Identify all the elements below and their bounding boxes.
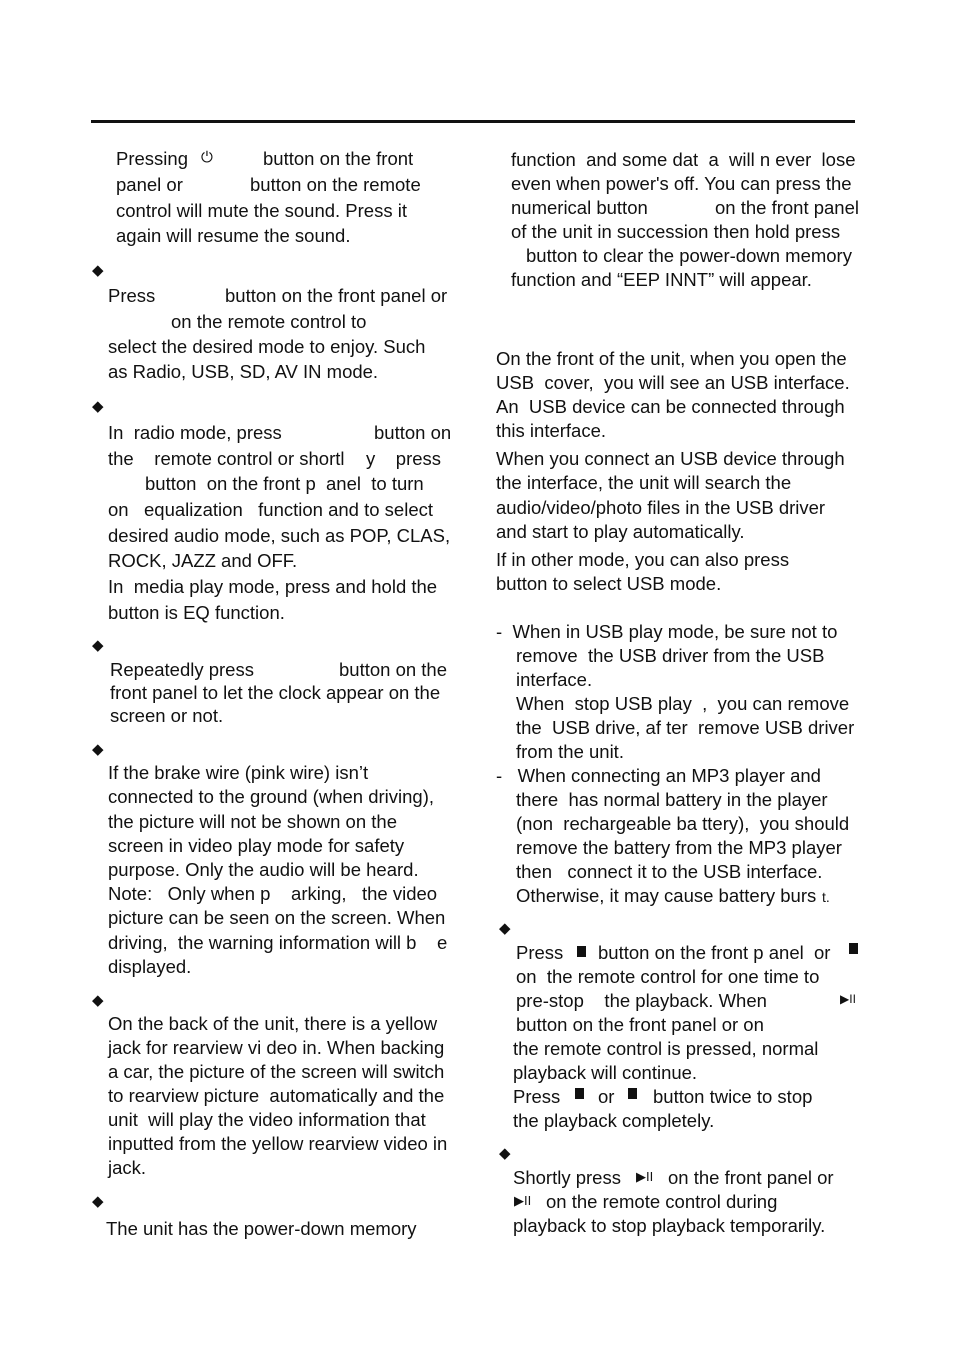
memory-cont-text-3a: numerical button [511, 197, 648, 218]
play-pause-icon: ▶II [840, 992, 856, 1006]
clock-text-2: front panel to let the clock appear on the [110, 682, 441, 703]
brake-text-3: the picture will not be shown on the [108, 811, 397, 832]
memory-text-1: The unit has the power-down memory [106, 1218, 417, 1239]
pause-text-2: on the remote control during [546, 1191, 778, 1212]
mute-text-1a: Pressing [116, 148, 188, 169]
usb-text-10: button to select USB mode. [496, 573, 722, 594]
bullet-diamond-icon: ◆ [499, 1145, 511, 1162]
memory-cont-text-6: function and “EEP INNT” will appear. [511, 269, 812, 290]
memory-cont-text-3b: on the front panel [715, 197, 859, 218]
play-pause-icon: ▶II [636, 1169, 654, 1184]
usb-text-8: and start to play automatically. [496, 521, 745, 542]
note-text-10: remove the battery from the MP3 player [516, 837, 842, 858]
eq-text-3: button on the front p anel to turn [145, 473, 424, 494]
eq-text-4: on equalization function and to select [108, 499, 433, 520]
rearview-text-1: On the back of the unit, there is a yellow [108, 1013, 438, 1034]
brake-text-2: connected to the ground (when driving), [108, 786, 435, 807]
note-text-7: - When connecting an MP3 player and [496, 765, 821, 786]
brake-text-5: purpose. Only the audio will be heard. [108, 859, 419, 880]
note-text-11: then connect it to the USB interface. [516, 861, 823, 882]
power-icon: ⏻ [201, 149, 213, 166]
stop-text-8: the playback completely. [513, 1110, 715, 1131]
stop-text-7b: or [598, 1086, 615, 1107]
usb-text-3: An USB device can be connected through [496, 396, 845, 417]
mute-text-2b: button on the remote [250, 174, 421, 195]
rearview-text-4: to rearview picture automatically and the [108, 1085, 445, 1106]
usb-text-6: the interface, the unit will search the [496, 472, 792, 493]
pause-text-3: playback to stop playback temporarily. [513, 1215, 826, 1236]
memory-cont-text-5: button to clear the power-down memory [526, 245, 852, 266]
stop-icon [577, 946, 586, 957]
stop-text-2: on the remote control for one time to [516, 966, 820, 987]
eq-text-7: In media play mode, press and hold the [108, 576, 438, 597]
mute-text-3: control will mute the sound. Press it [116, 200, 407, 221]
usb-text-2: USB cover, you will see an USB interface. [496, 372, 850, 393]
usb-text-9: If in other mode, you can also press [496, 549, 790, 570]
bullet-diamond-icon: ◆ [499, 920, 511, 937]
stop-icon [628, 1088, 637, 1099]
rearview-text-5: unit will play the video information that [108, 1109, 426, 1130]
mute-text-1b: button on the front [263, 148, 414, 169]
mode-text-2: on the remote control to [171, 311, 367, 332]
clock-text-3: screen or not. [110, 705, 224, 726]
stop-text-6: playback will continue. [513, 1062, 698, 1083]
bullet-diamond-icon: ◆ [92, 398, 104, 415]
note-text-2: remove the USB driver from the USB [516, 645, 825, 666]
rearview-text-3: a car, the picture of the screen will switch [108, 1061, 445, 1082]
stop-text-7a: Press [513, 1086, 561, 1107]
brake-text-4: screen in video play mode for safety [108, 835, 405, 856]
brake-text-6: Note: Only when p arking, the video [108, 883, 438, 904]
memory-cont-text-2: even when power's off. You can press the [511, 173, 852, 194]
eq-text-1b: button on [374, 422, 452, 443]
note-text-5: the USB drive, af ter remove USB driver [516, 717, 855, 738]
memory-cont-text-1: function and some dat a will n ever lose [511, 149, 856, 170]
bullet-diamond-icon: ◆ [92, 741, 104, 758]
note-text-4: When stop USB play , you can remove [516, 693, 850, 714]
bullet-diamond-icon: ◆ [92, 1193, 104, 1210]
note-text-1: - When in USB play mode, be sure not to [496, 621, 838, 642]
mute-text-2a: panel or [116, 174, 183, 195]
eq-text-2b: y press [366, 448, 442, 469]
memory-cont-text-4: of the unit in succession then hold press [511, 221, 841, 242]
note-text-9: (non rechargeable ba ttery), you should [516, 813, 850, 834]
play-pause-icon: ▶II [514, 1193, 532, 1208]
mode-text-4: as Radio, USB, SD, AV IN mode. [108, 361, 379, 382]
usb-text-5: When you connect an USB device through [496, 448, 845, 469]
pause-text-1b: on the front panel or [668, 1167, 834, 1188]
bullet-diamond-icon: ◆ [92, 262, 104, 279]
rearview-text-2: jack for rearview vi deo in. When backing [108, 1037, 445, 1058]
pause-text-1a: Shortly press [513, 1167, 621, 1188]
mute-text-4: again will resume the sound. [116, 225, 351, 246]
brake-text-1: If the brake wire (pink wire) isn’t [108, 762, 369, 783]
note-text-6: from the unit. [516, 741, 624, 762]
brake-text-8: driving, the warning information will b e [108, 932, 448, 953]
stop-text-3: pre-stop the playback. When [516, 990, 767, 1011]
mode-text-1a: Press [108, 285, 156, 306]
stop-text-7c: button twice to stop [653, 1086, 813, 1107]
stop-text-4: button on the front panel or on [516, 1014, 764, 1035]
note-text-12a: Otherwise, it may cause battery burs [516, 885, 817, 906]
stop-icon [575, 1088, 584, 1099]
note-text-12b: t. [822, 889, 830, 905]
bullet-diamond-icon: ◆ [92, 992, 104, 1009]
eq-text-8: button is EQ function. [108, 602, 285, 623]
stop-text-1b: button on the front p anel or [598, 942, 831, 963]
usb-text-7: audio/video/photo files in the USB driver [496, 497, 826, 518]
note-text-8: there has normal battery in the player [516, 789, 828, 810]
eq-text-1a: In radio mode, press [108, 422, 282, 443]
bullet-diamond-icon: ◆ [92, 637, 104, 654]
eq-text-6: ROCK, JAZZ and OFF. [108, 550, 298, 571]
header-rule [91, 120, 855, 123]
note-text-3: interface. [516, 669, 593, 690]
stop-icon [849, 943, 858, 954]
mode-text-1b: button on the front panel or [225, 285, 448, 306]
eq-text-2a: the remote control or shortl [108, 448, 345, 469]
clock-text-1b: button on the [339, 659, 448, 680]
usb-text-4: this interface. [496, 420, 607, 441]
rearview-text-7: jack. [108, 1157, 147, 1178]
stop-text-5: the remote control is pressed, normal [513, 1038, 819, 1059]
clock-text-1a: Repeatedly press [110, 659, 254, 680]
mode-text-3: select the desired mode to enjoy. Such [108, 336, 426, 357]
brake-text-7: picture can be seen on the screen. When [108, 907, 446, 928]
eq-text-5: desired audio mode, such as POP, CLAS, [108, 525, 451, 546]
rearview-text-6: inputted from the yellow rearview video in [108, 1133, 448, 1154]
stop-text-1a: Press [516, 942, 564, 963]
usb-text-1: On the front of the unit, when you open the [496, 348, 847, 369]
brake-text-9: displayed. [108, 956, 192, 977]
